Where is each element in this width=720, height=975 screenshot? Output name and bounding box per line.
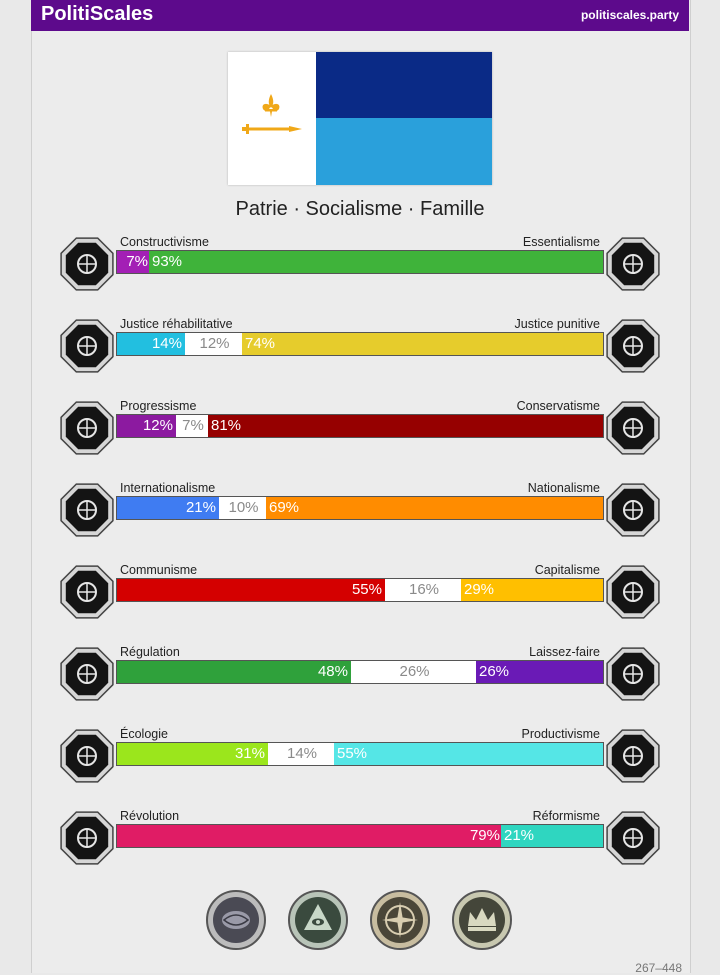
axis-left-label: Progressisme — [120, 399, 197, 413]
axis-left-label: Régulation — [120, 645, 180, 659]
axis-center-segment: 14% — [268, 743, 336, 765]
axis-right-segment: 26% — [476, 661, 603, 683]
axis-right-segment: 69% — [266, 497, 603, 519]
axis-row — [58, 727, 662, 789]
axis-left-label: Constructivisme — [120, 235, 209, 249]
flag-light-blue-band — [316, 118, 492, 185]
axis-row — [58, 399, 662, 461]
axis-bar — [116, 332, 604, 356]
butterflies-icon — [604, 645, 662, 703]
eye-icon — [58, 235, 116, 293]
axis-bar — [116, 414, 604, 438]
money-bag-icon — [604, 563, 662, 621]
feather-icon — [58, 399, 116, 457]
axis-center-segment: 12% — [185, 333, 244, 355]
parliament-icon — [604, 809, 662, 867]
axis-left-label: Communisme — [120, 563, 198, 577]
axis-left-segment: 14% — [117, 333, 185, 355]
result-flag — [228, 52, 492, 185]
axis-center-segment: 10% — [219, 497, 268, 519]
result-code: 267–448 — [635, 961, 682, 975]
flag-dark-blue-band — [316, 52, 492, 118]
flower-icon — [604, 235, 662, 293]
fleur-de-lis-sword-icon — [240, 92, 306, 144]
axis-right-label: Laissez-faire — [529, 645, 600, 659]
axis-row — [58, 317, 662, 379]
axis-left-segment: 7% — [117, 251, 151, 273]
brain-badge-icon[interactable] — [206, 890, 266, 950]
factory-icon — [604, 727, 662, 785]
axis-right-label: Justice punitive — [514, 317, 600, 331]
axis-left-label: Internationalisme — [120, 481, 216, 495]
axis-left-segment: 79% — [117, 825, 503, 847]
axis-bar — [116, 496, 604, 520]
axis-row — [58, 481, 662, 543]
nature-icon — [58, 727, 116, 785]
app-header — [31, 0, 689, 31]
axis-left-label: Justice réhabilitative — [120, 317, 233, 331]
axis-right-segment: 93% — [149, 251, 603, 273]
axis-bar — [116, 824, 604, 848]
axis-right-segment: 81% — [208, 415, 603, 437]
axis-left-segment: 48% — [117, 661, 351, 683]
site-url[interactable]: politiscales.party — [580, 8, 679, 22]
flag-icon — [604, 481, 662, 539]
axis-row — [58, 809, 662, 871]
prison-bars-icon — [604, 317, 662, 375]
handshake-icon — [58, 317, 116, 375]
axis-right-label: Réformisme — [532, 809, 600, 823]
axis-right-segment: 21% — [501, 825, 603, 847]
crown-badge-icon[interactable] — [452, 890, 512, 950]
badges-row — [206, 890, 516, 952]
axis-right-label: Capitalisme — [534, 563, 600, 577]
globe-laurel-icon — [58, 481, 116, 539]
axis-left-segment: 21% — [117, 497, 219, 519]
axis-row — [58, 645, 662, 707]
axis-center-segment: 16% — [385, 579, 463, 601]
axis-center-segment: 26% — [351, 661, 478, 683]
axis-left-label: Écologie — [120, 727, 168, 741]
axis-left-label: Révolution — [120, 809, 180, 823]
axis-left-segment: 31% — [117, 743, 268, 765]
axis-left-segment: 12% — [117, 415, 176, 437]
axis-right-segment: 55% — [334, 743, 603, 765]
axis-bar — [116, 250, 604, 274]
axis-right-label: Productivisme — [521, 727, 600, 741]
compass-badge-icon[interactable] — [370, 890, 430, 950]
axis-right-segment: 74% — [242, 333, 603, 355]
all-seeing-eye-badge-icon[interactable] — [288, 890, 348, 950]
axis-right-segment: 29% — [461, 579, 603, 601]
axis-right-label: Conservatisme — [516, 399, 600, 413]
axis-row — [58, 563, 662, 625]
axis-right-label: Essentialisme — [522, 235, 600, 249]
axis-bar — [116, 660, 604, 684]
axis-center-segment: 7% — [176, 415, 210, 437]
axis-row — [58, 235, 662, 297]
hammer-sickle-icon — [58, 563, 116, 621]
axis-left-segment: 55% — [117, 579, 385, 601]
ruler-icon — [58, 645, 116, 703]
quill-ink-icon — [604, 399, 662, 457]
axis-bar — [116, 578, 604, 602]
ideology-title: Patrie · Socialisme · Famille — [235, 198, 485, 220]
brand-title[interactable]: PolitiScales — [41, 3, 154, 25]
fist-icon — [58, 809, 116, 867]
axis-bar — [116, 742, 604, 766]
axis-right-label: Nationalisme — [527, 481, 600, 495]
